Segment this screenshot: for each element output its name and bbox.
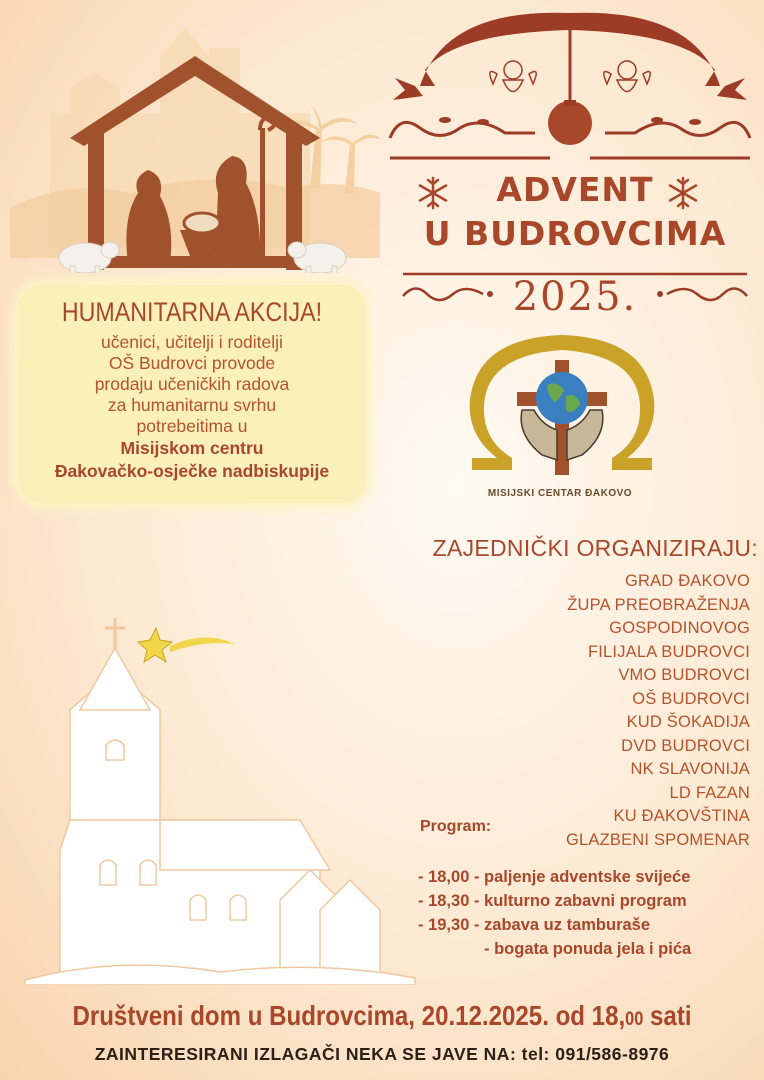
program-label: Program: — [420, 818, 492, 835]
christmas-ornament-icon — [385, 8, 755, 173]
info-bold-line: Misijskom centru — [120, 438, 264, 458]
snowflake-icon — [416, 176, 450, 210]
organizers-list — [440, 570, 750, 852]
organizer-item: DVD BUDROVCI — [621, 736, 750, 755]
info-line: potrebeitima u — [136, 416, 248, 436]
organizer-item: KUD ŠOKADIJA — [626, 713, 750, 731]
info-line: za humanitarnu svrhu — [107, 395, 277, 415]
event-title-line2: U BUDROVCIMA — [423, 214, 727, 253]
info-line: OŠ Budrovci provode — [108, 353, 276, 373]
info-line: učenici, učitelji i roditelji — [101, 332, 283, 352]
program-item: - bogata ponuda jela i pića — [484, 940, 692, 958]
program-item: - 18,30 - kulturno zabavni program — [418, 892, 687, 910]
program-item: - 19,30 - zabava uz tamburaše — [418, 916, 651, 934]
organizer-item: KU ĐAKOVŠTINA — [613, 807, 750, 825]
church-icon — [20, 610, 420, 985]
program-list — [418, 865, 758, 961]
footer-venue-date — [64, 1000, 700, 1032]
organizer-item: GLAZBENI SPOMENAR — [565, 830, 750, 849]
program-item: - 18,00 - paljenje adventske svijeće — [418, 868, 691, 886]
organizer-item: ŽUPA PREOBRAŽENJA GOSPODINOVOG — [567, 595, 750, 637]
organizer-item: VMO BUDROVCI — [618, 666, 750, 684]
organizer-item: NK SLAVONIJA — [630, 760, 750, 778]
venue-date-text: Društveni dom u Budrovcima, 20.12.2025. od 18, — [72, 1000, 626, 1031]
time-minutes: 00 — [625, 1009, 644, 1030]
event-year: 2025. — [512, 274, 638, 320]
info-heading: HUMANITARNA AKCIJA! — [61, 297, 323, 327]
info-line: prodaju učeničkih radova — [94, 374, 290, 394]
event-title-line1: ADVENT — [496, 170, 654, 209]
organizer-item: LD FAZAN — [669, 783, 750, 802]
time-suffix: sati — [643, 1000, 692, 1031]
organizers-title: ZAJEDNIČKI ORGANIZIRAJU: — [432, 535, 758, 561]
info-body — [18, 332, 366, 437]
snowflake-icon — [666, 176, 700, 210]
logo-caption: MISIJSKI CENTAR ĐAKOVO — [487, 488, 633, 499]
shooting-star-icon — [138, 628, 235, 662]
organizer-item: GRAD ĐAKOVO — [624, 572, 750, 590]
organizer-item: OŠ BUDROVCI — [632, 689, 750, 708]
footer-contact: ZAINTERESIRANI IZLAGAČI NEKA SE JAVE NA: tel: 091/586-8976 — [94, 1044, 670, 1064]
humanitarian-info-box — [18, 285, 366, 503]
info-bold-line: Đakovačko-osječke nadbiskupije — [54, 461, 330, 481]
nativity-scene-icon — [10, 18, 380, 273]
organizer-item: FILIJALA BUDROVCI — [587, 642, 750, 661]
year-row — [395, 272, 755, 328]
